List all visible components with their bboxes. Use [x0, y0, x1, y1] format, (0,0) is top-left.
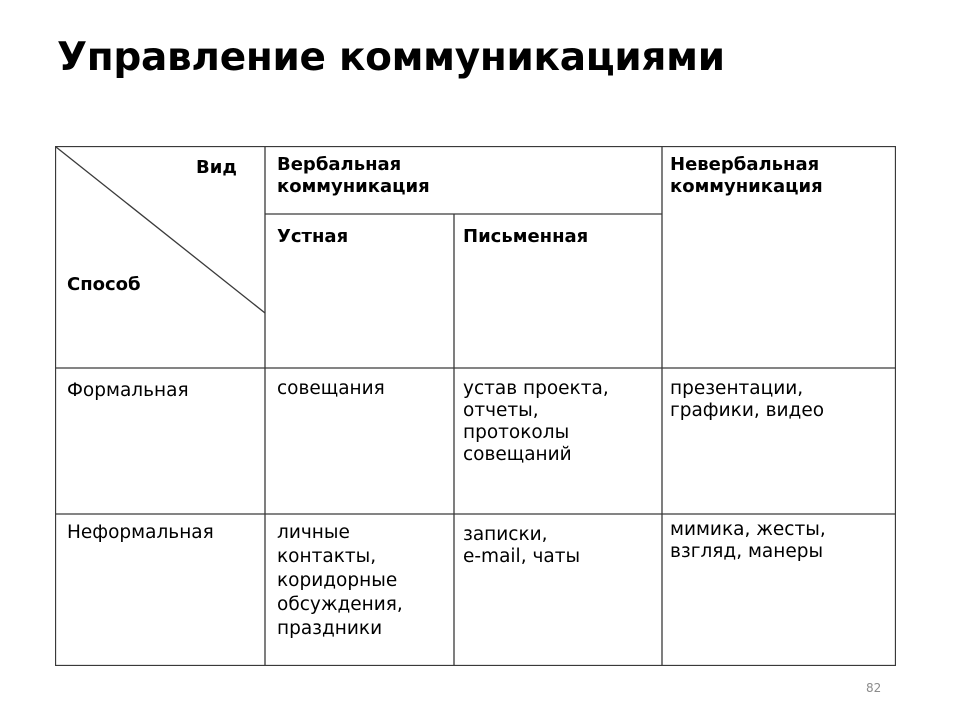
header-nonverbal: Невербальная коммуникация	[670, 154, 823, 197]
row-formal-nonverbal: презентации, графики, видео	[670, 378, 825, 421]
row-formal-oral: совещания	[277, 378, 385, 399]
header-oral: Устная	[277, 226, 349, 247]
row-informal-label: Неформальная	[67, 522, 214, 543]
corner-label-method: Способ	[67, 274, 141, 295]
row-formal-written: устав проекта, отчеты, протоколы совещаний	[463, 378, 609, 465]
corner-label-type: Вид	[196, 157, 237, 178]
communication-table	[55, 146, 896, 666]
page-number: 82	[866, 681, 882, 695]
row-informal-nonverbal: мимика, жесты, взгляд, манеры	[670, 519, 826, 562]
header-written: Письменная	[463, 226, 589, 247]
header-verbal: Вербальная коммуникация	[277, 154, 430, 197]
row-informal-oral: личные контакты, коридорные обсуждения, праздники	[277, 522, 403, 639]
slide-title: Управление коммуникациями	[57, 35, 725, 80]
row-informal-written: записки, e-mail, чаты	[463, 524, 581, 567]
row-formal-label: Формальная	[67, 380, 189, 401]
